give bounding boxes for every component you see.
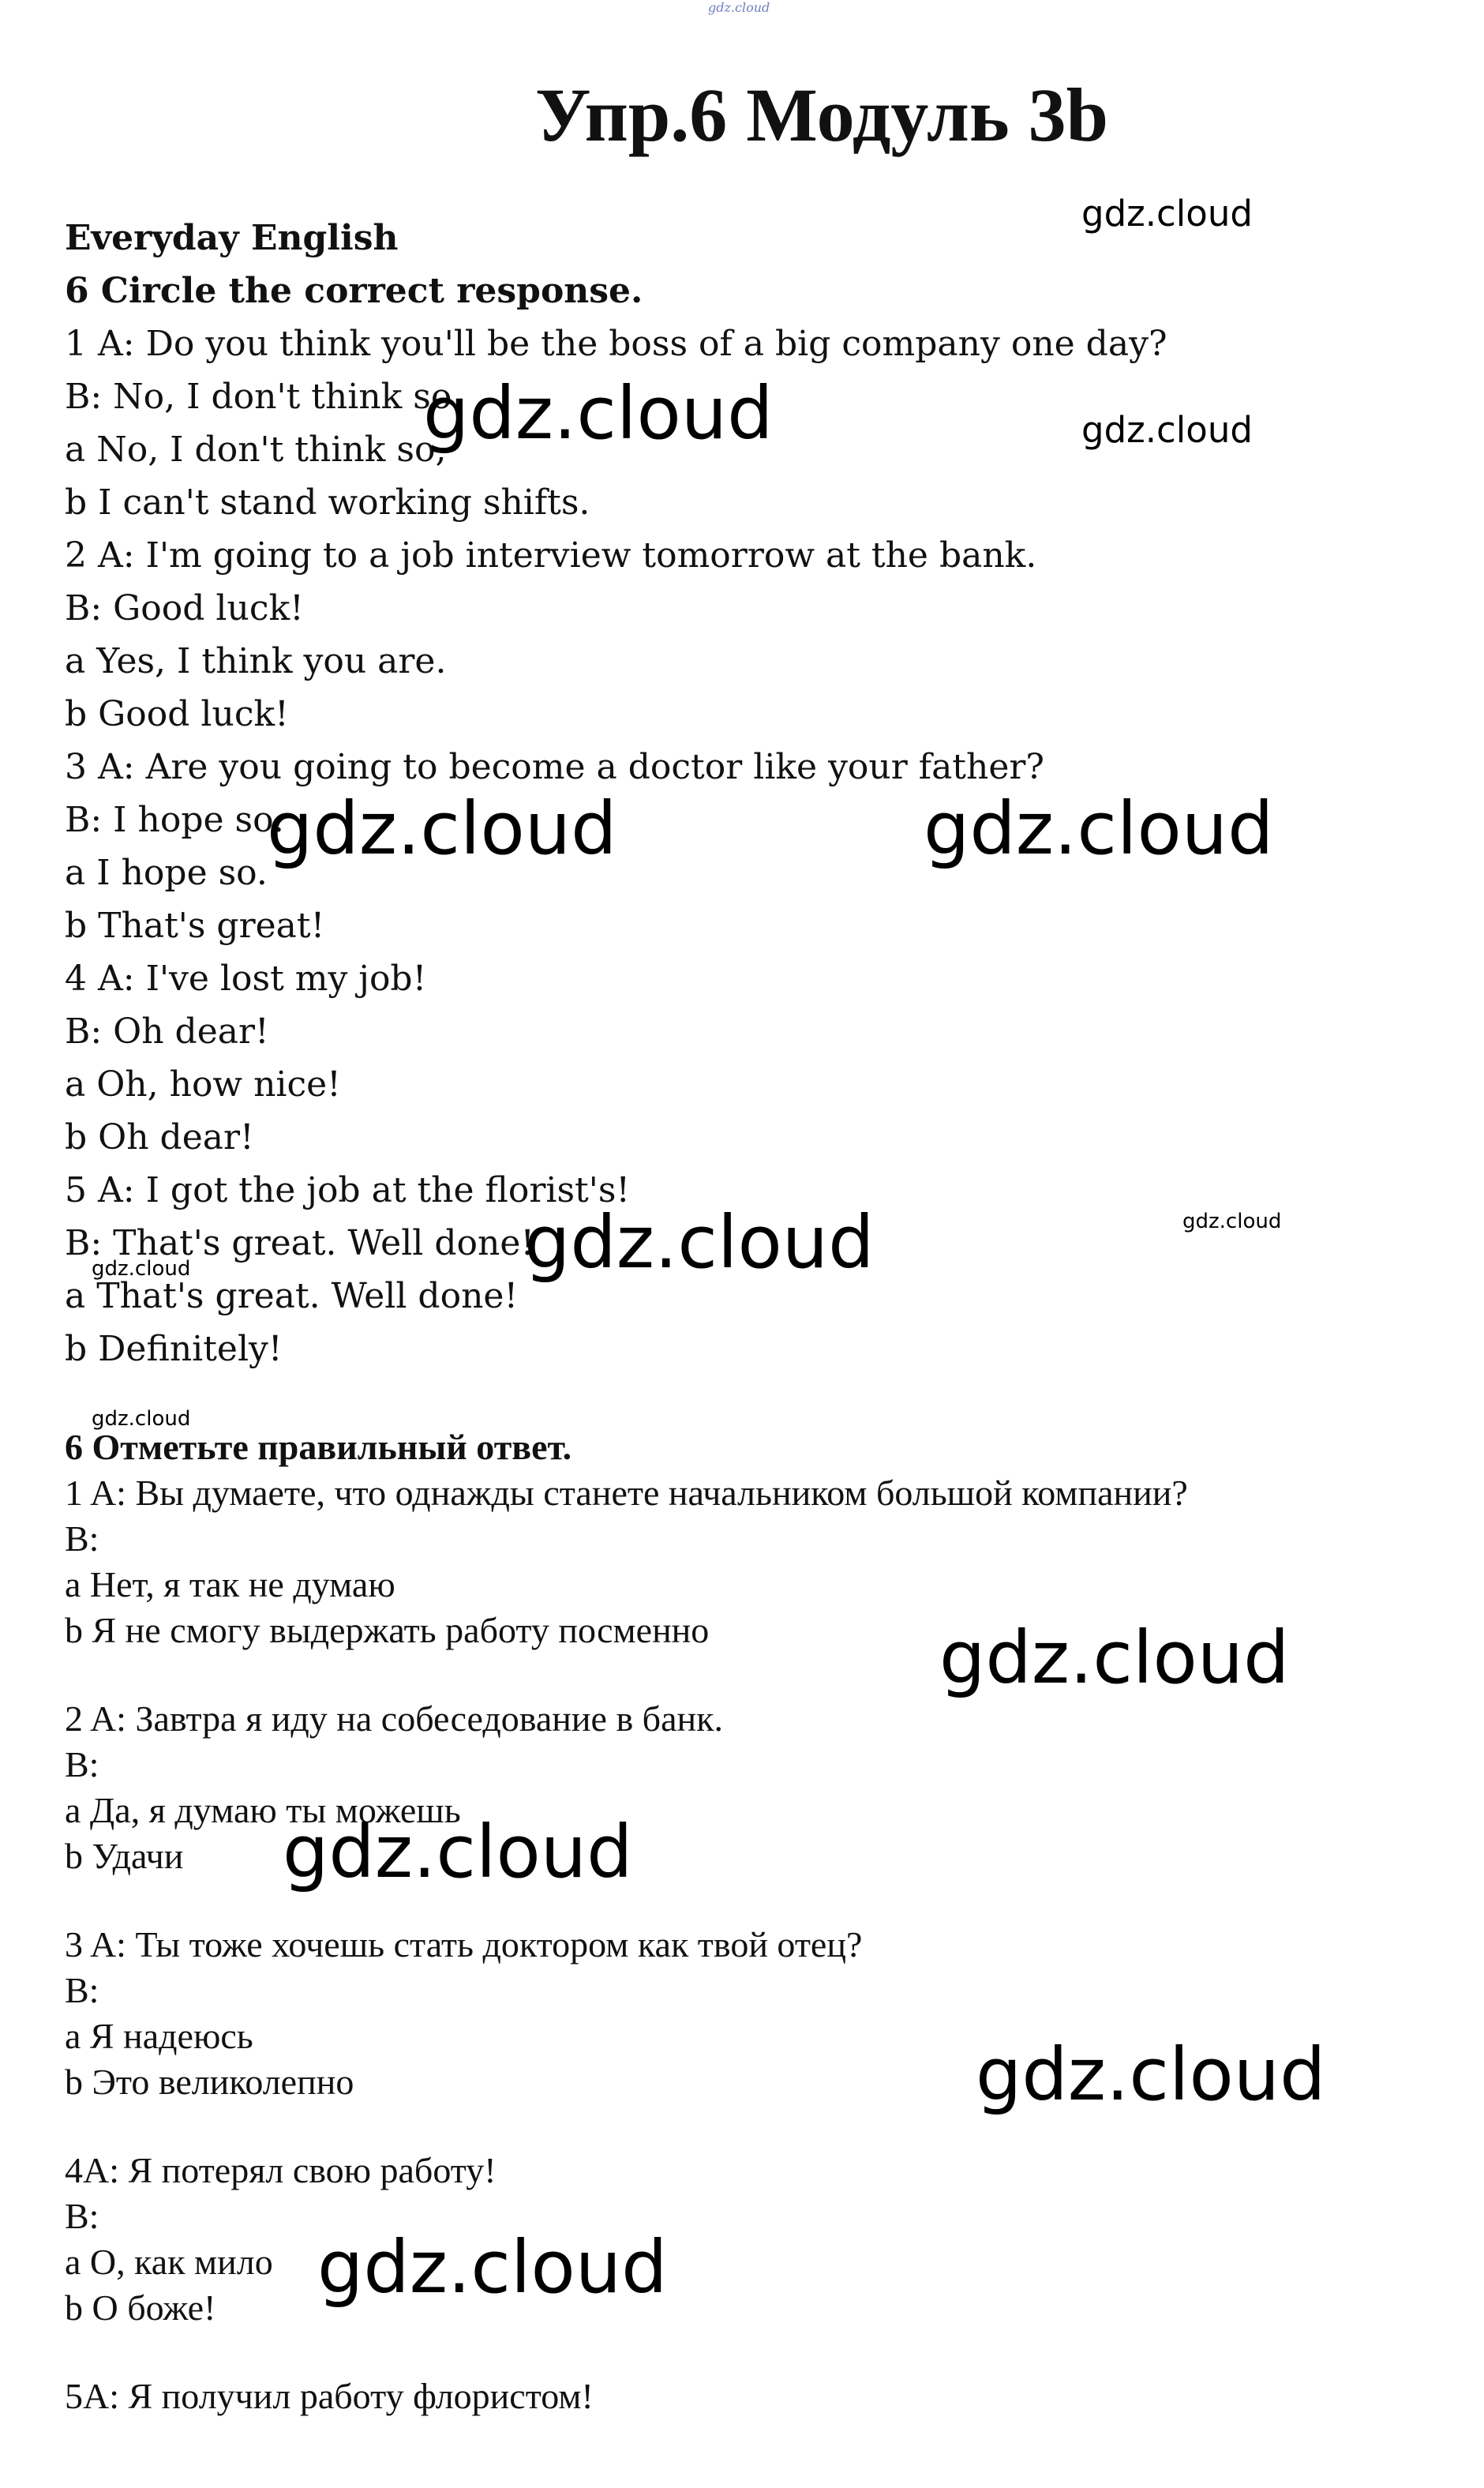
watermark: gdz.cloud: [1081, 409, 1253, 451]
english-line: a Yes, I think you are.: [65, 641, 447, 681]
russian-line: B:: [65, 1518, 99, 1559]
english-line: b Oh dear!: [65, 1117, 254, 1158]
top-watermark: gdz.cloud: [708, 0, 770, 15]
russian-line: 4A: Я потерял свою работу!: [65, 2150, 497, 2190]
english-line: 1 A: Do you think you'll be the boss of a big company one day?: [65, 324, 1167, 364]
english-line: 4 A: I've lost my job!: [65, 959, 427, 999]
watermark: gdz.cloud: [939, 1616, 1290, 1700]
russian-line: 1 A: Вы думаете, что однажды станете начальником большой компании?: [65, 1473, 1188, 1513]
watermark: gdz.cloud: [267, 786, 617, 871]
russian-line: 5A: Я получил работу флористом!: [65, 2376, 594, 2416]
english-line: a I hope so.: [65, 853, 268, 893]
english-line: b That's great!: [65, 906, 325, 946]
watermark: gdz.cloud: [1081, 193, 1253, 235]
watermark: gdz.cloud: [283, 1810, 633, 1894]
russian-line: b О боже!: [65, 2287, 216, 2328]
english-line: 3 A: Are you going to become a doctor like your father?: [65, 747, 1044, 787]
russian-line: B:: [65, 2196, 99, 2236]
english-line: b Definitely!: [65, 1329, 283, 1369]
english-line: B: I hope so.: [65, 800, 284, 840]
russian-line: 2 A: Завтра я иду на собеседование в банк.: [65, 1698, 723, 1739]
watermark: gdz.cloud: [524, 1200, 875, 1285]
watermark: gdz.cloud: [976, 2032, 1326, 2117]
english-line: B: Oh dear!: [65, 1011, 269, 1052]
watermark: gdz.cloud: [92, 1257, 191, 1281]
watermark: gdz.cloud: [423, 371, 774, 456]
task-heading-russian: 6 Отметьте правильный ответ.: [65, 1427, 572, 1467]
russian-line: b Удачи: [65, 1836, 184, 1876]
english-line: B: That's great. Well done!: [65, 1223, 535, 1263]
page-title: Упр.6 Модуль 3b: [535, 73, 1109, 157]
russian-line: b Это великолепно: [65, 2062, 354, 2102]
russian-line: a Да, я думаю ты можешь: [65, 1790, 461, 1830]
english-line: a Oh, how nice!: [65, 1064, 341, 1105]
watermark: gdz.cloud: [92, 1407, 191, 1431]
section-heading: Everyday English: [65, 218, 399, 258]
russian-line: B:: [65, 1744, 99, 1784]
english-line: 2 A: I'm going to a job interview tomorrow at the bank.: [65, 535, 1037, 576]
watermark: gdz.cloud: [317, 2225, 668, 2310]
english-line: a That's great. Well done!: [65, 1276, 519, 1316]
russian-line: a Я надеюсь: [65, 2016, 253, 2056]
task-heading-english: 6 Circle the correct response.: [65, 271, 643, 311]
english-line: a No, I don't think so,: [65, 430, 447, 470]
russian-line: B:: [65, 1970, 99, 2010]
watermark: gdz.cloud: [1182, 1210, 1282, 1233]
english-line: b Good luck!: [65, 694, 289, 734]
watermark: gdz.cloud: [924, 786, 1274, 871]
russian-line: a О, как мило: [65, 2242, 273, 2282]
english-line: b I can't stand working shifts.: [65, 482, 590, 523]
russian-line: b Я не смогу выдержать работу посменно: [65, 1610, 710, 1650]
russian-line: 3 A: Ты тоже хочешь стать доктором как твой отец?: [65, 1924, 863, 1965]
english-line: B: No, I don't think so: [65, 377, 452, 417]
russian-line: a Нет, я так не думаю: [65, 1564, 395, 1604]
english-line: B: Good luck!: [65, 588, 304, 629]
english-line: 5 A: I got the job at the florist's!: [65, 1170, 631, 1210]
